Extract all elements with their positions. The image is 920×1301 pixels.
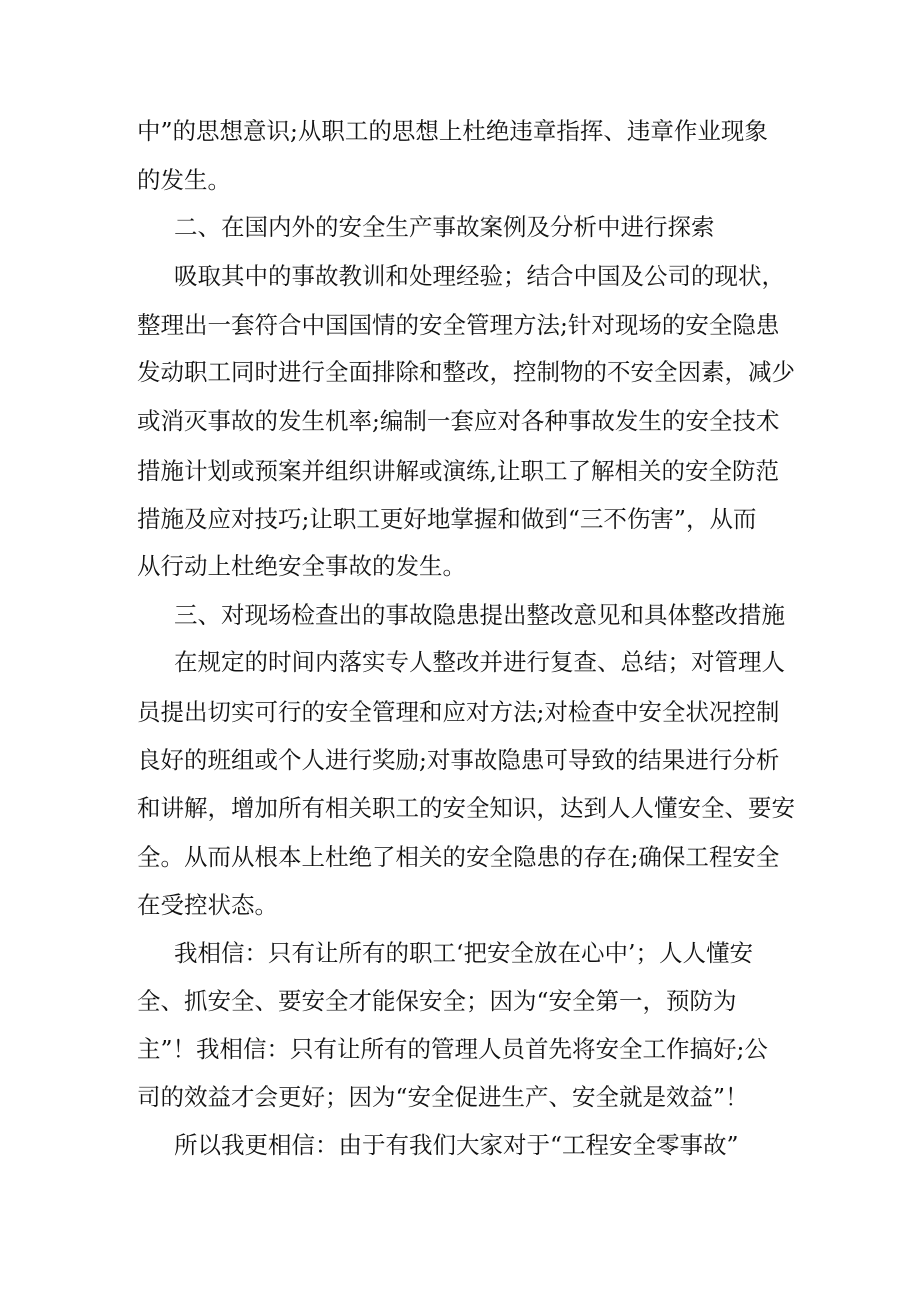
text-line: 吸取其中的事故教训和处理经验；结合中国及公司的现状， <box>174 262 785 290</box>
text-line: 从行动上杜绝安全事故的发生。 <box>137 552 466 580</box>
text-line: 和讲解，增加所有相关职工的安全知识，达到人人懂安全、要安 <box>137 794 795 822</box>
text-line: 主”！我相信：只有让所有的管理人员首先将安全工作搞好;公 <box>137 1035 768 1063</box>
text-line: 在受控状态。 <box>137 891 278 919</box>
text-line: 或消灭事故的发生机率;编制一套应对各种事故发生的安全技术 <box>137 407 780 435</box>
text-line: 司的效益才会更好；因为“安全促进生产、安全就是效益”！ <box>137 1083 749 1111</box>
text-line: 全、抓安全、要安全才能保安全；因为“安全第一，预防为 <box>137 987 737 1015</box>
text-line: 中”的思想意识;从职工的思想上杜绝违章指挥、违章作业现象 <box>137 117 768 145</box>
text-line: 的发生。 <box>137 166 231 194</box>
text-line: 所以我更相信：由于有我们大家对于“工程安全零事故” <box>174 1131 739 1159</box>
text-line: 员提出切实可行的安全管理和应对方法;对检查中安全状况控制 <box>137 698 780 726</box>
section-heading-3: 三、对现场检查出的事故隐患提出整改意见和具体整改措施 <box>174 601 785 629</box>
text-line: 发动职工同时进行全面排除和整改，控制物的不安全因素，减少 <box>137 358 795 386</box>
text-line: 措施及应对技巧;让职工更好地掌握和做到“三不伤害”，从而 <box>137 505 757 533</box>
text-line: 在规定的时间内落实专人整改并进行复查、总结；对管理人 <box>174 648 785 676</box>
text-line: 我相信：只有让所有的职工‘把安全放在心中’；人人懂安 <box>174 939 753 967</box>
text-line: 措施计划或预案并组织讲解或演练,让职工了解相关的安全防范 <box>137 457 779 485</box>
text-line: 良好的班组或个人进行奖励;对事故隐患可导致的结果进行分析 <box>137 746 780 774</box>
text-line: 全。从而从根本上杜绝了相关的安全隐患的存在;确保工程安全 <box>137 843 780 871</box>
section-heading-2: 二、在国内外的安全生产事故案例及分析中进行探索 <box>174 213 715 241</box>
text-line: 整理出一套符合中国国情的安全管理方法;针对现场的安全隐患 <box>137 311 780 339</box>
